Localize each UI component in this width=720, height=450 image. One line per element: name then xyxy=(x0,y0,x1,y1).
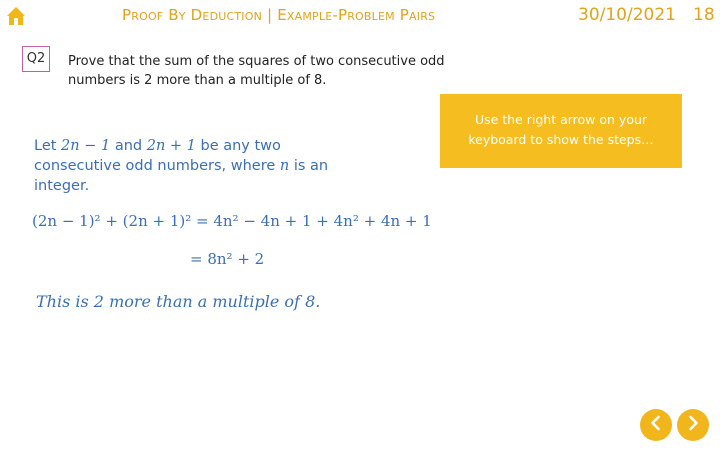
hint-box xyxy=(440,94,682,168)
question-line-1: Prove that the sum of the squares of two consecutive odd xyxy=(68,54,445,69)
previous-button[interactable] xyxy=(640,409,672,441)
variable-n: n xyxy=(279,158,290,174)
question-text xyxy=(68,52,528,90)
chevron-right-icon xyxy=(684,414,702,437)
hint-line-2: keyboard to show the steps… xyxy=(468,132,654,147)
equation-simplified: = 8n² + 2 xyxy=(190,250,265,268)
given-and: and xyxy=(110,138,147,154)
conclusion-text: This is 2 more than a multiple of 8. xyxy=(36,292,321,311)
hint-line-1: Use the right arrow on your xyxy=(474,112,648,127)
given-line-2-suffix: is an xyxy=(289,158,329,174)
given-line-1 xyxy=(34,136,374,156)
solution-given xyxy=(34,136,374,196)
page-number: 18 xyxy=(693,5,715,25)
next-button[interactable] xyxy=(677,409,709,441)
date-label: 30/10/2021 xyxy=(578,5,676,25)
given-line-3: integer. xyxy=(34,178,90,194)
question-line-2: numbers is 2 more than a multiple of 8. xyxy=(68,73,327,88)
equation-expansion: (2n − 1)² + (2n + 1)² = 4n² − 4n + 1 + 4n² + 4n + 1 xyxy=(32,212,432,230)
expression-2n-minus-1: 2n − 1 xyxy=(61,138,111,154)
given-line-2-prefix: consecutive odd numbers, where xyxy=(34,158,280,174)
expression-2n-plus-1: 2n + 1 xyxy=(146,138,196,154)
chevron-left-icon xyxy=(647,414,665,437)
given-suffix: be any two xyxy=(195,138,281,154)
given-line-2 xyxy=(34,156,374,176)
question-number-badge: Q2 xyxy=(22,46,50,72)
page-title: Proof By Deduction | Example-Problem Pairs xyxy=(122,6,436,24)
given-prefix: Let xyxy=(34,138,62,154)
home-icon[interactable] xyxy=(4,4,28,28)
